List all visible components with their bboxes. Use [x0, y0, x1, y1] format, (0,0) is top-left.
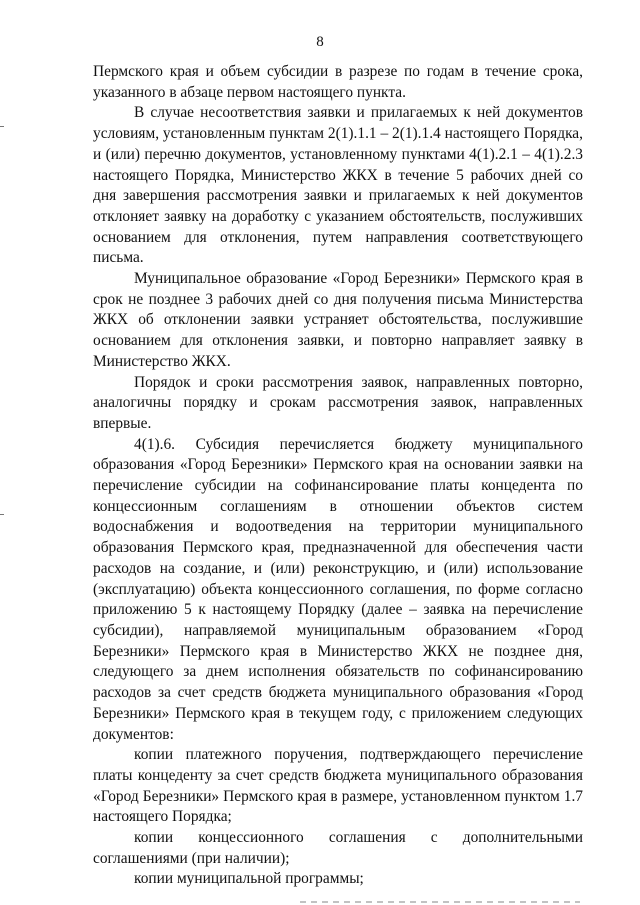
- paragraph-resubmission: Муниципальное образование «Город Березники» Пермского края в срок не позднее 3 рабочих дней со дня получения письма Министерства ЖКХ об отклонении заявки устраняет обстоятельства, послужившие основанием для отклонения заявки, и повторно направляет заявку в Министерство ЖКХ.: [93, 270, 583, 370]
- paragraph-rejection-conditions: В случае несоответствия заявки и прилагаемых к ней документов условиям, установленным пунктам 2(1).1.1 – 2(1).1.4 настоящего Порядка, и (или) перечню документов, установленному пунктами 4(1).2.1 – 4(1).2.3 настоящего Порядка, Министерство ЖКХ в течение 5 рабочих дней со дня завершения рассмотрения заявки и прилагаемых к ней документов отклоняет заявку на доработку с указанием обстоятельств, послуживших основанием для отклонения, путем направления соответствующего письма.: [93, 104, 583, 267]
- document-body: [93, 62, 583, 890]
- paragraph-continuation: Пермского края и объем субсидии в разрезе по годам в течение срока, указанного в абзаце первом настоящего пункта.: [93, 63, 583, 101]
- paragraph-review-terms: Порядок и сроки рассмотрения заявок, направленных повторно, аналогичны порядку и срокам рассмотрения заявок, направленных впервые.: [93, 373, 583, 432]
- scan-bottom-edge: [300, 901, 580, 903]
- paragraph-list-item-concession-agreement: копии концессионного соглашения с дополнительными соглашениями (при наличии);: [93, 829, 583, 867]
- page-number: 8: [316, 34, 324, 50]
- paragraph-subsidy-transfer: 4(1).6. Субсидия перечисляется бюджету муниципального образования «Город Березники» Пермского края на основании заявки на перечисление субсидии на софинансирование платы концедента по концессионным соглашениям в отношении объектов систем водоснабжения и водоотведения на территории муниципального образования Пермского края, предназначенной для обеспечения части расходов на создание, и (или) реконструкцию, и (или) использование (эксплуатацию) объекта концессионного соглашения, по форме согласно приложению 5 к настоящему Порядку (далее – заявка на перечисление субсидии), направляемой муниципальным образованием «Город Березники» Пермского края в Министерство ЖКХ не позднее дня, следующего за днем исполнения обязательств по софинансированию расходов за счет средств бюджета муниципального образования «Город Березники» Пермского края в текущем году, с приложением следующих документов:: [93, 435, 583, 743]
- scan-margin-mark: [0, 126, 4, 127]
- paragraph-list-item-payment-order: копии платежного поручения, подтверждающего перечисление платы концеденту за счет средств бюджета муниципального образования «Город Березники» Пермского края в размере, установленном пунктом 1.7 настоящего Порядка;: [93, 746, 583, 826]
- paragraph-list-item-municipal-program: копии муниципальной программы;: [134, 870, 364, 888]
- scan-margin-mark: [0, 514, 4, 515]
